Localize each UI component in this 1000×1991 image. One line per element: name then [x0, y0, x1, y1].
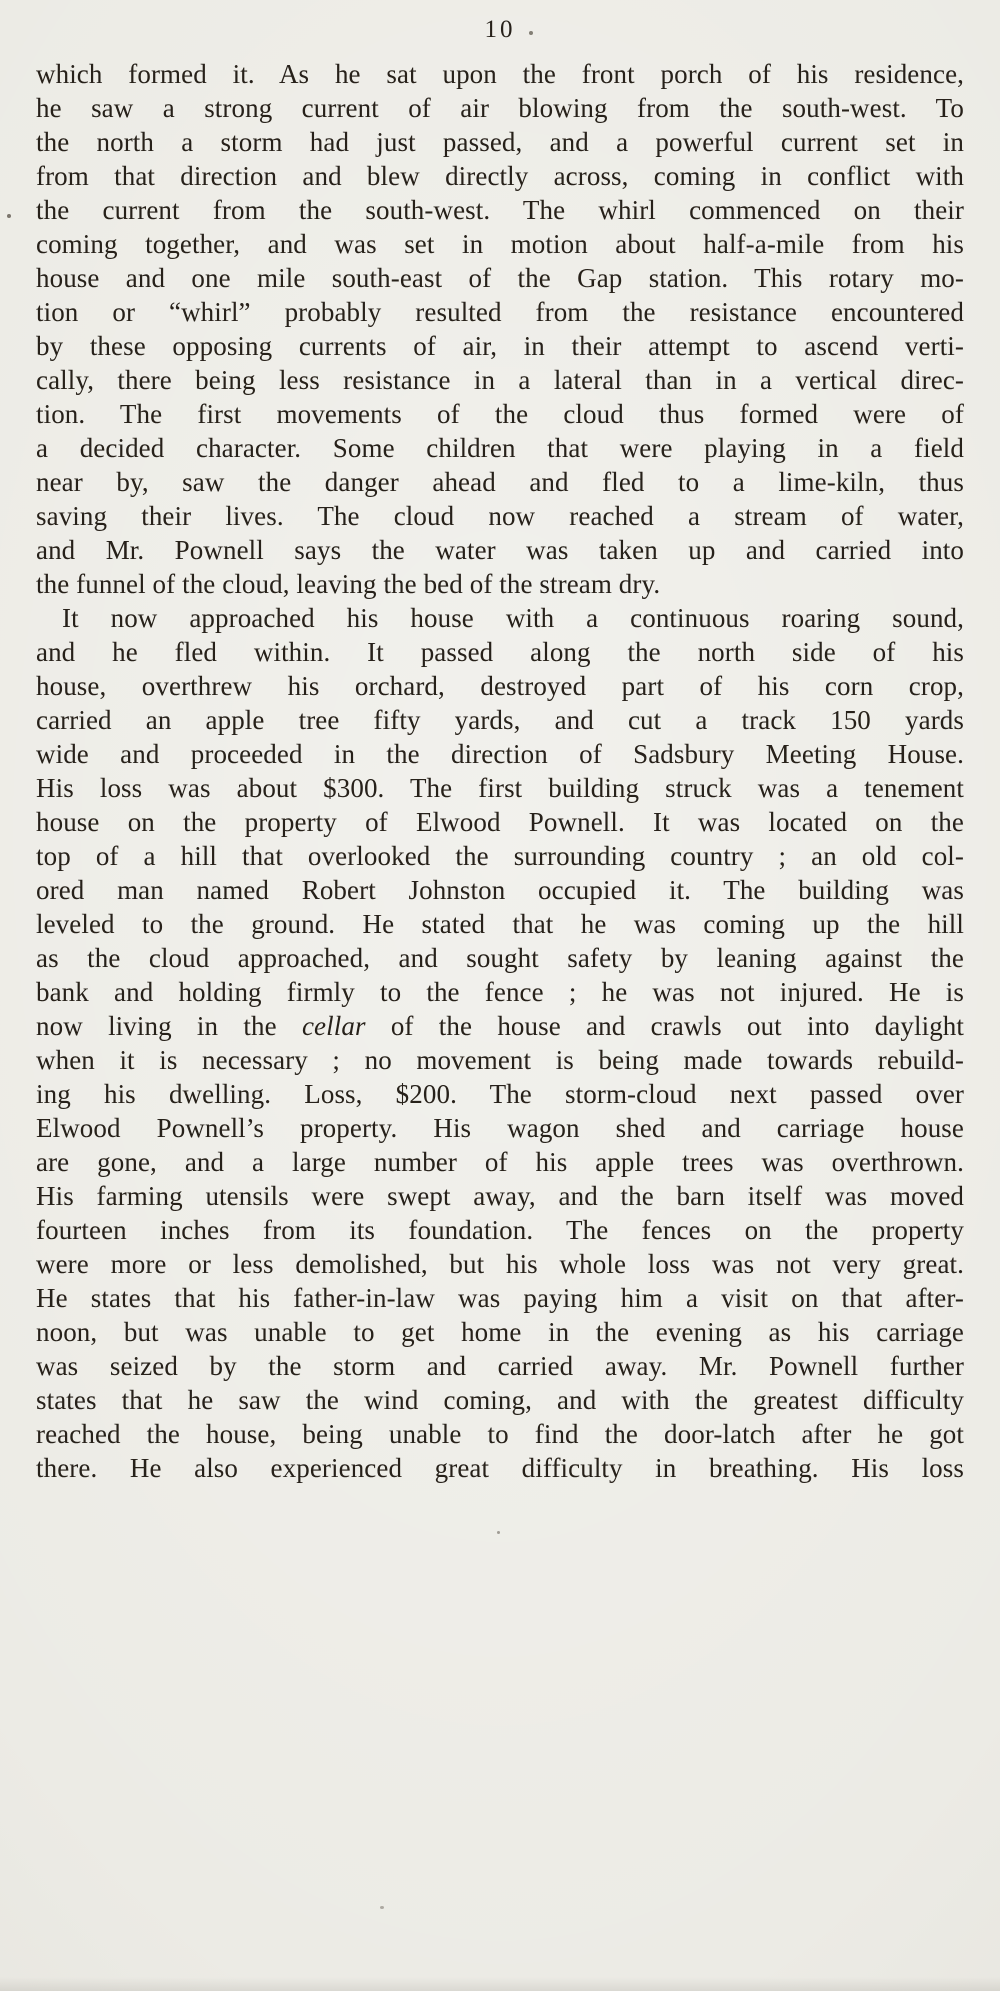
text-line: states that he saw the wind coming, and with the greatest difficulty — [36, 1385, 964, 1415]
text-line: noon, but was unable to get home in the evening as his carriage — [36, 1317, 964, 1347]
text-line: coming together, and was set in motion about half-a-mile from his — [36, 229, 964, 259]
text-line: reached the house, being unable to find the door-latch after he got — [36, 1419, 964, 1449]
text-line: from that direction and blew directly across, coming in conflict with — [36, 161, 964, 191]
italic-word: cellar — [301, 1011, 366, 1041]
page-text — [36, 57, 964, 1485]
scan-speck — [497, 1531, 500, 1534]
text-line: were more or less demolished, but his whole loss was not very great. — [36, 1249, 964, 1279]
text-line: fourteen inches from its foundation. The fences on the property — [36, 1215, 964, 1245]
text-line: saving their lives. The cloud now reached a stream of water, — [36, 501, 964, 531]
text-line: top of a hill that overlooked the surrounding country ; an old col- — [36, 841, 964, 871]
text-segment: of the house and crawls out into daylight — [365, 1011, 964, 1041]
text-line: and he fled within. It passed along the north side of his — [36, 637, 964, 667]
text-line: house on the property of Elwood Pownell. It was located on the — [36, 807, 964, 837]
text-line: He states that his father-in-law was paying him a visit on that after- — [36, 1283, 964, 1313]
text-line: when it is necessary ; no movement is being made towards rebuild- — [36, 1045, 964, 1075]
text-line: carried an apple tree fifty yards, and cut a track 150 yards — [36, 705, 964, 735]
text-line: are gone, and a large number of his apple trees was overthrown. — [36, 1147, 964, 1177]
scan-speck — [380, 1906, 384, 1909]
text-line — [36, 1009, 964, 1043]
text-line: there. He also experienced great difficulty in breathing. His loss — [36, 1453, 964, 1483]
text-line: he saw a strong current of air blowing from the south-west. To — [36, 93, 964, 123]
page-number: 10 — [484, 16, 516, 43]
text-line: house and one mile south-east of the Gap station. This rotary mo- — [36, 263, 964, 293]
text-line: house, overthrew his orchard, destroyed part of his corn crop, — [36, 671, 964, 701]
text-line: which formed it. As he sat upon the front porch of his residence, — [36, 59, 964, 89]
text-line: wide and proceeded in the direction of Sadsbury Meeting House. — [36, 739, 964, 769]
text-line: a decided character. Some children that were playing in a field — [36, 433, 964, 463]
text-line: tion. The first movements of the cloud thus formed were of — [36, 399, 964, 429]
text-line: It now approached his house with a continuous roaring sound, — [62, 603, 964, 633]
text-line: near by, saw the danger ahead and fled to a lime-kiln, thus — [36, 467, 964, 497]
text-line: and Mr. Pownell says the water was taken up and carried into — [36, 535, 964, 565]
text-segment: now living in the — [36, 1011, 302, 1041]
scan-speck — [7, 214, 11, 218]
paragraph-1 — [36, 57, 964, 601]
text-line: as the cloud approached, and sought safety by leaning against the — [36, 943, 964, 973]
paragraph-2 — [36, 601, 964, 1485]
text-line: the funnel of the cloud, leaving the bed of the stream dry. — [36, 569, 661, 599]
text-line: the north a storm had just passed, and a powerful current set in — [36, 127, 964, 157]
scan-speck — [529, 31, 533, 35]
text-line: the current from the south-west. The whirl commenced on their — [36, 195, 964, 225]
text-line: Elwood Pownell’s property. His wagon shed and carriage house — [36, 1113, 964, 1143]
text-line: ored man named Robert Johnston occupied it. The building was — [36, 875, 964, 905]
text-line: by these opposing currents of air, in their attempt to ascend verti- — [36, 331, 964, 361]
text-line: cally, there being less resistance in a lateral than in a vertical direc- — [36, 365, 964, 395]
text-line: tion or “whirl” probably resulted from the resistance encountered — [36, 297, 964, 327]
text-line: His farming utensils were swept away, and the barn itself was moved — [36, 1181, 964, 1211]
text-line: leveled to the ground. He stated that he was coming up the hill — [36, 909, 964, 939]
text-line: ing his dwelling. Loss, $200. The storm-cloud next passed over — [36, 1079, 964, 1109]
text-line: bank and holding firmly to the fence ; he was not injured. He is — [36, 977, 964, 1007]
text-line: was seized by the storm and carried away. Mr. Pownell further — [36, 1351, 964, 1381]
text-line: His loss was about $300. The first building struck was a tenement — [36, 773, 964, 803]
